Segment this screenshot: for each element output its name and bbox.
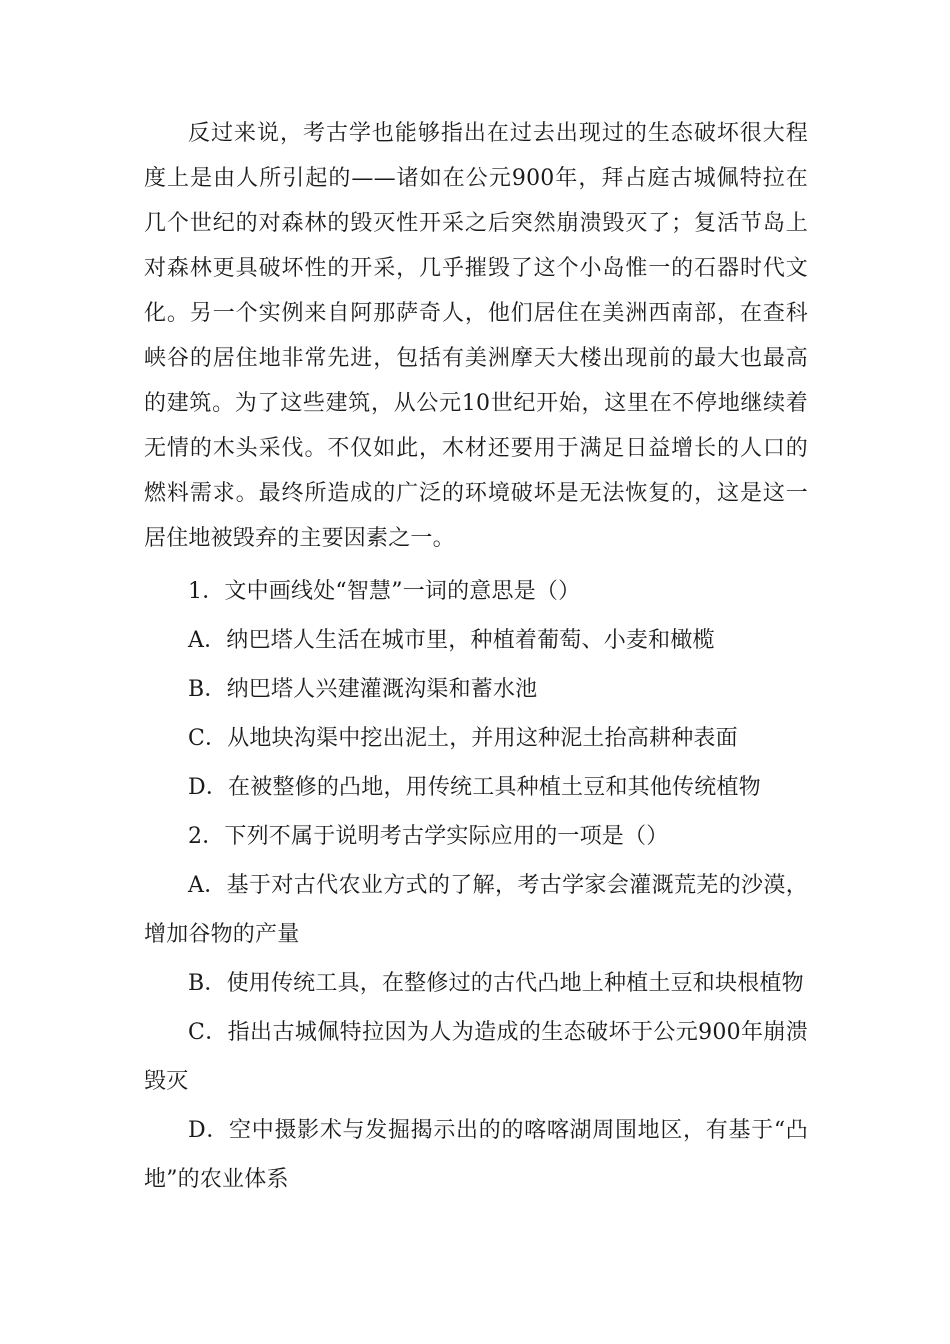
question-1-option-c: C．从地块沟渠中挖出泥土，并用这种泥土抬高耕种表面	[188, 726, 738, 751]
question-list	[144, 567, 808, 1204]
question-2-option-b: B．使用传统工具，在整修过的古代凸地上种植土豆和块根植物	[188, 971, 804, 996]
question-2-option-c: C．指出古城佩特拉因为人为造成的生态破坏于公元900年崩溃毁灭	[144, 1020, 808, 1094]
question-2	[144, 812, 808, 1204]
document-content	[144, 111, 808, 1204]
question-2-stem: 2．下列不属于说明考古学实际应用的一项是（）	[188, 824, 669, 849]
question-1-option-b: B．纳巴塔人兴建灌溉沟渠和蓄水池	[188, 677, 538, 702]
question-2-option-a: A．基于对古代农业方式的了解，考古学家会灌溉荒芜的沙漠，增加谷物的产量	[144, 873, 808, 947]
question-2-option-d: D．空中摄影术与发掘揭示出的的喀喀湖周围地区，有基于“凸地”的农业体系	[144, 1118, 808, 1192]
question-1-option-d: D．在被整修的凸地，用传统工具种植土豆和其他传统植物	[188, 775, 761, 800]
passage-paragraph: 反过来说，考古学也能够指出在过去出现过的生态破坏很大程度上是由人所引起的——诸如在公元900年，拜占庭古城佩特拉在几个世纪的对森林的毁灭性开采之后突然崩溃毁灭了；复活节岛上对森林更具破坏性的开采，几乎摧毁了这个小岛惟一的石器时代文化。另一个实例来自阿那萨奇人，他们居住在美洲西南部，在查科峡谷的居住地非常先进，包括有美洲摩天大楼出现前的最大也最高的建筑。为了这些建筑，从公元10世纪开始，这里在不停地继续着无情的木头采伐。不仅如此，木材还要用于满足日益增长的人口的燃料需求。最终所造成的广泛的环境破坏是无法恢复的，这是这一居住地被毁弃的主要因素之一。	[144, 121, 808, 551]
question-1-stem: 1．文中画线处“智慧”一词的意思是（）	[188, 579, 581, 604]
question-1	[144, 567, 808, 812]
question-1-option-a: A．纳巴塔人生活在城市里，种植着葡萄、小麦和橄榄	[188, 628, 715, 653]
